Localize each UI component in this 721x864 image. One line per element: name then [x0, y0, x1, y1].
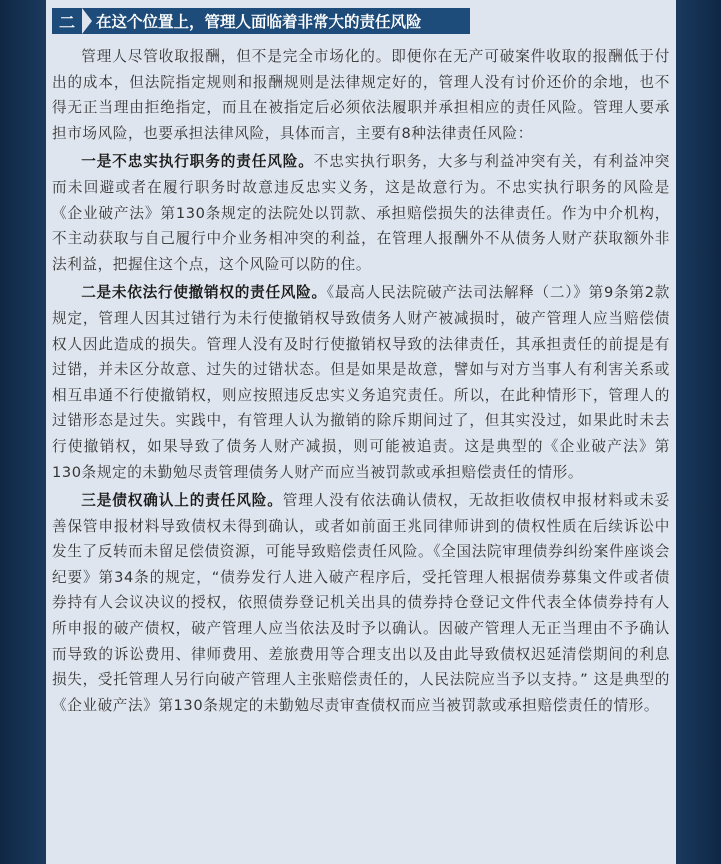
- risk-paragraph-3: [52, 488, 670, 718]
- section-title: 在这个位置上，管理人面临着非常大的责任风险: [96, 13, 422, 31]
- paragraph-text: 管理人尽管收取报酬，但不是完全市场化的。即便你在无产可破案件收取的报酬低于付出的成本，但法院指定规则和报酬规则是法律规定好的，管理人没有讨价还价的余地，也不得无正当理由拒绝指定，而且在被指定后必须依法履职并承担相应的责任风险。管理人要承担市场风险，也要承担法律风险，具体而言，主要有8种法律责任风险：: [52, 48, 670, 142]
- paragraph-lead: 三是债权确认上的责任风险。: [81, 492, 283, 510]
- paragraph-text: 《最高人民法院破产法司法解释（二）》第9条第2款规定，管理人因其过错行为未行使撤销权导致债务人财产被减损时，破产管理人应当赔偿债权人因此造成的损失。管理人没有及时行使撤销权导致的法律责任，其承担责任的前提是有过错，并未区分故意、过失的过错状态。但是如果是故意，譬如与对方当事人有利害关系或相互串通不行使撤销权，则应按照违反忠实义务追究责任。所以，在此种情形下，管理人的过错形态是过失。实践中，有管理人认为撤销的除斥期间过了，但其实没过，如果此时未去行使撤销权，如果导致了债务人财产减损，则可能被追责。这是典型的《企业破产法》第130条规定的未勤勉尽责管理债务人财产而应当被罚款或承担赔偿责任的情形。: [52, 284, 670, 481]
- risk-paragraph-2: [52, 280, 670, 485]
- section-number: 二: [58, 12, 75, 32]
- paragraph-lead: 二是未依法行使撤销权的责任风险。: [81, 284, 327, 302]
- paragraph-lead: 一是不忠实执行职务的责任风险。: [81, 153, 314, 171]
- risk-paragraph-1: [52, 149, 670, 277]
- article-body: [52, 44, 670, 721]
- chevron-icon: [82, 8, 92, 34]
- paragraph-text: 不忠实执行职务，大多与利益冲突有关，有利益冲突而未回避或者在履行职务时故意违反忠实义务，这是故意行为。不忠实执行职务的风险是《企业破产法》第130条规定的法院处以罚款、承担赔偿损失的法律责任。作为中介机构，不主动获取与自己履行中介业务相冲突的利益，在管理人报酬外不从债务人财产获取额外非法利益，把握住这个点，这个风险可以防的住。: [52, 153, 670, 273]
- intro-paragraph: [52, 44, 670, 146]
- section-heading: [52, 8, 470, 34]
- paragraph-text: 管理人没有依法确认债权，无故拒收债权申报材料或未妥善保管申报材料导致债权未得到确认，或者如前面王兆同律师讲到的债权性质在后续诉讼中发生了反转而未留足偿债资源，可能导致赔偿责任风险。《全国法院审理债券纠纷案件座谈会纪要》第34条的规定，“债券发行人进入破产程序后，受托管理人根据债券募集文件或者债券持有人会议决议的授权，依照债券登记机关出具的债券持仓登记文件代表全体债券持有人所申报的破产债权，破产管理人应当依法及时予以确认。因破产管理人无正当理由不予确认而导致的诉讼费用、律师费用、差旅费用等合理支出以及由此导致债权迟延清偿期间的利息损失，受托管理人另行向破产管理人主张赔偿责任的，人民法院应当予以支持。” 这是典型的《企业破产法》第130条规定的未勤勉尽责审查债权而应当被罚款或承担赔偿责任的情形。: [52, 492, 670, 714]
